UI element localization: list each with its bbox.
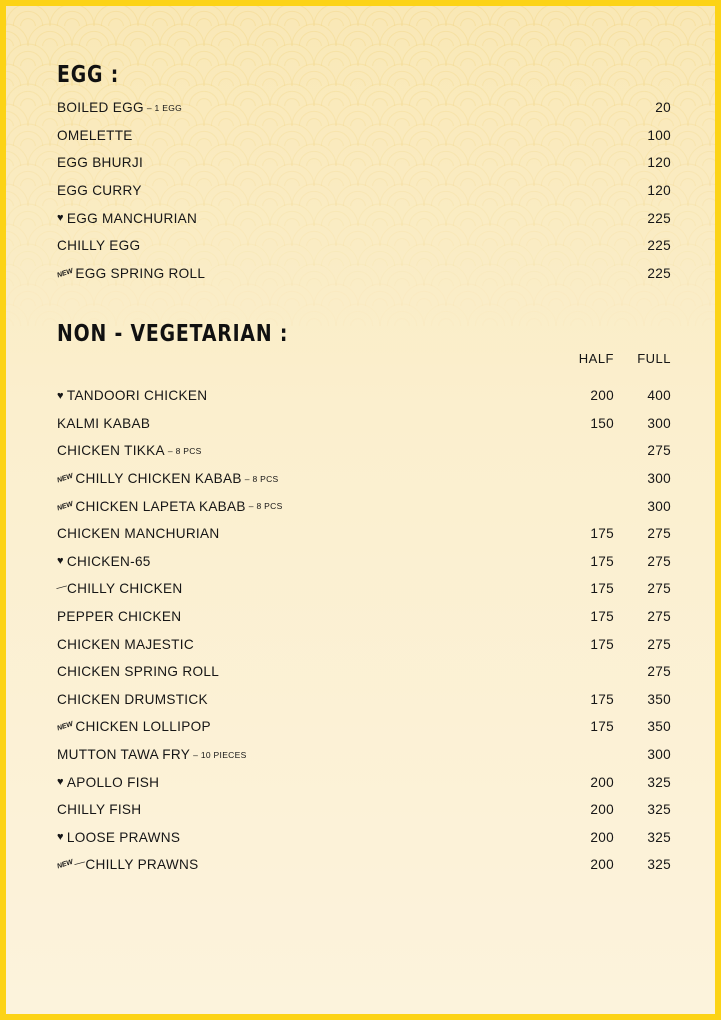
menu-item-row [57,824,671,852]
menu-item-name-group [57,857,199,872]
menu-item-name-group [57,664,219,679]
new-badge-icon: NEW [56,859,75,871]
menu-item-name-group [57,830,180,845]
menu-item-name: CHILLY CHICKEN KABAB [75,471,242,487]
half-price: 200 [590,829,614,845]
menu-item-name: PEPPER CHICKEN [57,609,182,625]
heart-icon: ♥ [57,555,64,568]
menu-item-row [57,630,671,658]
menu-item-row [57,204,671,232]
full-price: 300 [647,471,671,487]
menu-item-name-group [57,100,182,115]
full-price: 300 [647,415,671,431]
egg-section [56,62,671,287]
menu-item-row [57,603,671,631]
menu-item-row [57,382,671,410]
menu-item-name-group [57,775,159,790]
full-price: 20 [655,100,671,116]
menu-item-name-group [57,499,283,514]
full-price: 325 [647,802,671,818]
heart-icon: ♥ [57,212,64,225]
menu-item-row [56,492,671,520]
heart-icon: ♥ [57,831,64,844]
full-price: 275 [647,664,671,680]
new-badge-icon: NEW [56,472,75,485]
menu-item-row [57,741,671,769]
half-price: 175 [590,636,614,652]
half-price: 175 [590,691,614,707]
full-price: 400 [647,388,671,404]
full-price: 300 [647,747,671,763]
menu-item-row [57,94,671,122]
menu-item-row [54,575,671,603]
menu-item-name: EGG BHURJI [57,155,144,171]
full-column-label: FULL [637,351,671,366]
menu-item-name-group [57,266,205,281]
menu-item-name-group [57,388,207,403]
menu-item-row [56,713,671,741]
half-price: 175 [590,553,614,569]
full-price: 120 [647,155,671,171]
menu-item-name-group [57,554,151,569]
full-price: 225 [647,210,671,226]
full-price: 275 [647,609,671,625]
menu-item-row [57,437,671,465]
menu-item-name-group [57,416,150,431]
menu-item-name: BOILED EGG [57,100,144,116]
full-price: 275 [647,636,671,652]
menu-item-name: CHILLY PRAWNS [85,857,199,873]
menu-item-name-group [57,183,142,198]
half-price: 200 [590,774,614,790]
menu-item-row [56,851,671,879]
menu-item-name: CHILLY CHICKEN [67,581,183,597]
menu-item-name-group [57,155,143,170]
menu-item-row [57,149,671,177]
menu-item-name-group [57,238,140,253]
menu-item-name-group [57,802,141,817]
menu-item-name: LOOSE PRAWNS [66,829,181,845]
menu-item-name-group [57,211,197,226]
egg-heading: EGG : [57,62,120,88]
menu-item-name-group [57,692,208,707]
half-price: 175 [590,581,614,597]
full-price: 275 [647,526,671,542]
menu-item-name: CHICKEN MANCHURIAN [57,526,220,542]
price-column-headers [57,351,671,371]
menu-item-name: CHILLY EGG [57,238,141,254]
menu-item-name: CHILLY FISH [57,802,142,818]
menu-item-name: CHICKEN DRUMSTICK [57,691,208,707]
menu-item-note: – 10 PIECES [193,749,247,760]
menu-item-row [57,548,671,576]
nonveg-heading: NON - VEGETARIAN : [57,321,289,347]
menu-item-row [57,768,671,796]
menu-item-name-group [57,526,220,541]
full-price: 350 [647,719,671,735]
menu-item-name-group [57,471,279,486]
menu-item-name-group [57,719,211,734]
menu-item-name: KALMI KABAB [57,415,151,431]
half-price: 150 [590,415,614,431]
menu-item-name: APOLLO FISH [66,774,160,790]
menu-item-note: – 1 EGG [146,102,183,113]
menu-item-row [56,465,671,493]
menu-item-name-group [57,609,181,624]
heart-icon: ♥ [57,389,64,402]
nonveg-section [54,321,671,879]
menu-item-row [57,796,671,824]
new-badge-icon: NEW [56,500,75,513]
half-price: 200 [590,802,614,818]
full-price: 225 [647,238,671,254]
menu-item-name: EGG CURRY [57,183,142,199]
menu-item-note: – 8 PCS [248,501,283,512]
menu-item-name-group [57,747,247,762]
menu-item-name: CHICKEN SPRING ROLL [57,664,220,680]
full-price: 325 [647,774,671,790]
full-price: 275 [647,443,671,459]
heart-icon: ♥ [57,776,64,789]
menu-item-row [57,520,671,548]
full-price: 325 [647,829,671,845]
nonveg-items-list [54,382,671,879]
half-price: 200 [590,857,614,873]
menu-item-row [57,177,671,205]
menu-item-name: OMELETTE [57,127,133,143]
menu-item-row [57,232,671,260]
menu-item-name: CHICKEN TIKKA [57,443,165,459]
chilli-icon: ⟋ [72,857,87,872]
new-badge-icon: NEW [56,267,75,280]
menu-item-name: CHICKEN LAPETA KABAB [75,498,246,514]
half-price: 175 [590,609,614,625]
menu-item-name: MUTTON TAWA FRY [57,747,191,763]
egg-items-list [56,94,671,287]
menu-item-name-group [57,637,194,652]
full-price: 225 [647,265,671,281]
menu-item-row [57,658,671,686]
menu-item-row [57,686,671,714]
half-price: 175 [590,526,614,542]
chilli-icon: ⟋ [54,581,69,596]
half-column-label: HALF [578,351,614,366]
new-badge-icon: NEW [56,721,75,733]
half-price: 175 [590,719,614,735]
full-price: 100 [647,127,671,143]
menu-item-row [56,260,671,288]
menu-item-note: – 8 PCS [167,445,202,456]
menu-item-name: CHICKEN LOLLIPOP [75,719,211,735]
full-price: 350 [647,691,671,707]
menu-item-row [57,122,671,150]
menu-item-row [57,410,671,438]
full-price: 300 [647,498,671,514]
menu-item-name: CHICKEN MAJESTIC [57,636,194,652]
menu-item-name: TANDOORI CHICKEN [66,388,208,404]
menu-item-name-group [57,128,133,143]
menu-item-note: – 8 PCS [244,473,279,484]
half-price: 200 [590,388,614,404]
full-price: 120 [647,183,671,199]
menu-item-name: CHICKEN-65 [66,553,151,569]
full-price: 275 [647,553,671,569]
menu-item-name: EGG MANCHURIAN [66,210,198,226]
menu-item-name-group [54,581,183,597]
menu-item-name-group [57,443,202,458]
full-price: 325 [647,857,671,873]
menu-item-name: EGG SPRING ROLL [75,265,206,281]
full-price: 275 [647,581,671,597]
